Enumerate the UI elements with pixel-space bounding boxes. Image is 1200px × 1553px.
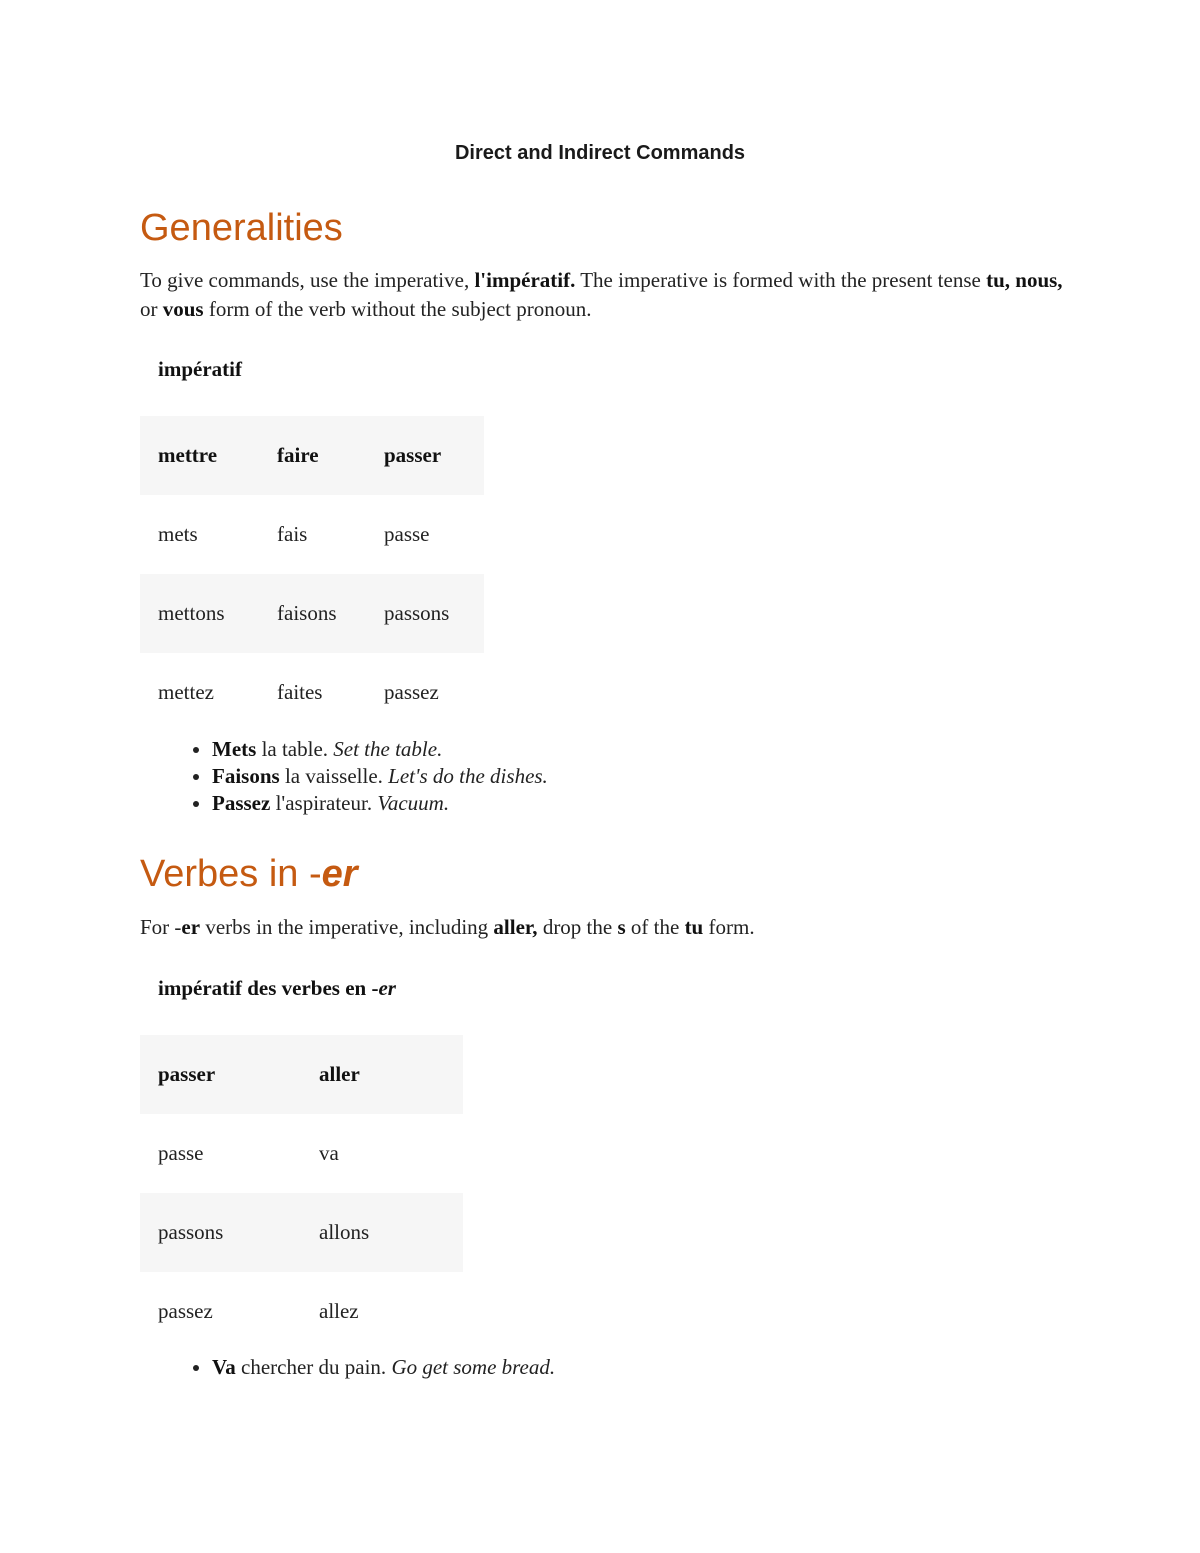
example-text: chercher du pain. — [235, 1355, 392, 1379]
table-cell: passons — [366, 574, 484, 653]
table-row — [140, 1272, 463, 1351]
table-cell: passe — [384, 522, 430, 546]
conjugation-table-er — [140, 1035, 463, 1351]
table-header-cell: passer — [366, 416, 484, 495]
table-cell: passons — [140, 1193, 301, 1272]
example-list — [172, 736, 548, 817]
label-text: impératif des verbes en - — [158, 976, 379, 1000]
example-verb: Faisons — [212, 764, 280, 788]
table-cell: mettons — [140, 574, 259, 653]
example-translation: Vacuum. — [377, 791, 450, 815]
table-cell: mets — [158, 522, 198, 546]
table-row — [140, 495, 484, 574]
example-translation: Set the table. — [333, 737, 443, 761]
para-text: verbs in the imperative, including — [200, 915, 494, 939]
intro-bold-term: vous — [162, 297, 204, 321]
table-cell: faisons — [259, 574, 366, 653]
list-item — [212, 736, 548, 763]
table-header-cell: passer — [140, 1035, 301, 1114]
example-text: l'aspirateur. — [270, 791, 378, 815]
intro-text: form of the verb without the subject pronoun. — [203, 297, 592, 321]
table-header-row — [140, 416, 484, 495]
list-item — [212, 763, 548, 790]
para-bold-term: er — [181, 915, 201, 939]
table-label-imperatif: impératif — [158, 357, 242, 381]
intro-paragraph — [140, 266, 1070, 324]
table-cell: allons — [301, 1193, 463, 1272]
example-verb: Mets — [212, 737, 257, 761]
heading-italic-text: er — [321, 853, 358, 895]
table-cell: passez — [384, 680, 439, 704]
para-bold-term: aller, — [493, 915, 538, 939]
example-verb: Va — [212, 1355, 236, 1379]
heading-text: Verbes in - — [140, 853, 322, 895]
conjugation-table-imperatif — [140, 416, 484, 732]
para-text: of the — [625, 915, 685, 939]
table-cell: mettez — [158, 680, 214, 704]
intro-text: To give commands, use the imperative, — [140, 268, 475, 292]
table-row — [140, 1114, 463, 1193]
table-header-cell: aller — [301, 1035, 463, 1114]
table-cell: faites — [277, 680, 323, 704]
list-item — [212, 1354, 555, 1381]
table-row — [140, 653, 484, 732]
table-header-row — [140, 1035, 463, 1114]
example-list-er — [172, 1354, 555, 1381]
table-header-cell: mettre — [140, 416, 259, 495]
table-cell: passe — [158, 1141, 204, 1165]
example-text: la vaisselle. — [279, 764, 389, 788]
para-bold-term: tu — [684, 915, 704, 939]
table-cell: va — [319, 1141, 339, 1165]
example-translation: Let's do the dishes. — [388, 764, 548, 788]
table-row — [140, 1193, 463, 1272]
section-heading-generalities: Generalities — [140, 207, 343, 249]
list-item — [212, 790, 548, 817]
table-label-imperatif-er — [158, 976, 396, 1001]
para-text: form. — [703, 915, 755, 939]
document-title: Direct and Indirect Commands — [454, 142, 746, 164]
intro-bold-term: tu, nous, — [986, 268, 1063, 292]
table-row — [140, 574, 484, 653]
intro-text: The imperative is formed with the present tense — [575, 268, 987, 292]
table-cell: allez — [319, 1299, 359, 1323]
example-verb: Passez — [212, 791, 271, 815]
para-text: drop the — [537, 915, 618, 939]
section-heading-verbes-er — [140, 855, 358, 893]
er-verbs-paragraph — [140, 913, 1070, 942]
label-italic-text: er — [378, 976, 396, 1000]
intro-bold-term: l'impératif. — [474, 268, 576, 292]
table-cell: passez — [158, 1299, 213, 1323]
para-text: For - — [140, 915, 182, 939]
example-text: la table. — [256, 737, 334, 761]
para-bold-term: s — [617, 915, 626, 939]
example-translation: Go get some bread. — [391, 1355, 556, 1379]
table-header-cell: faire — [259, 416, 366, 495]
intro-text: or — [140, 297, 163, 321]
table-cell: fais — [277, 522, 308, 546]
